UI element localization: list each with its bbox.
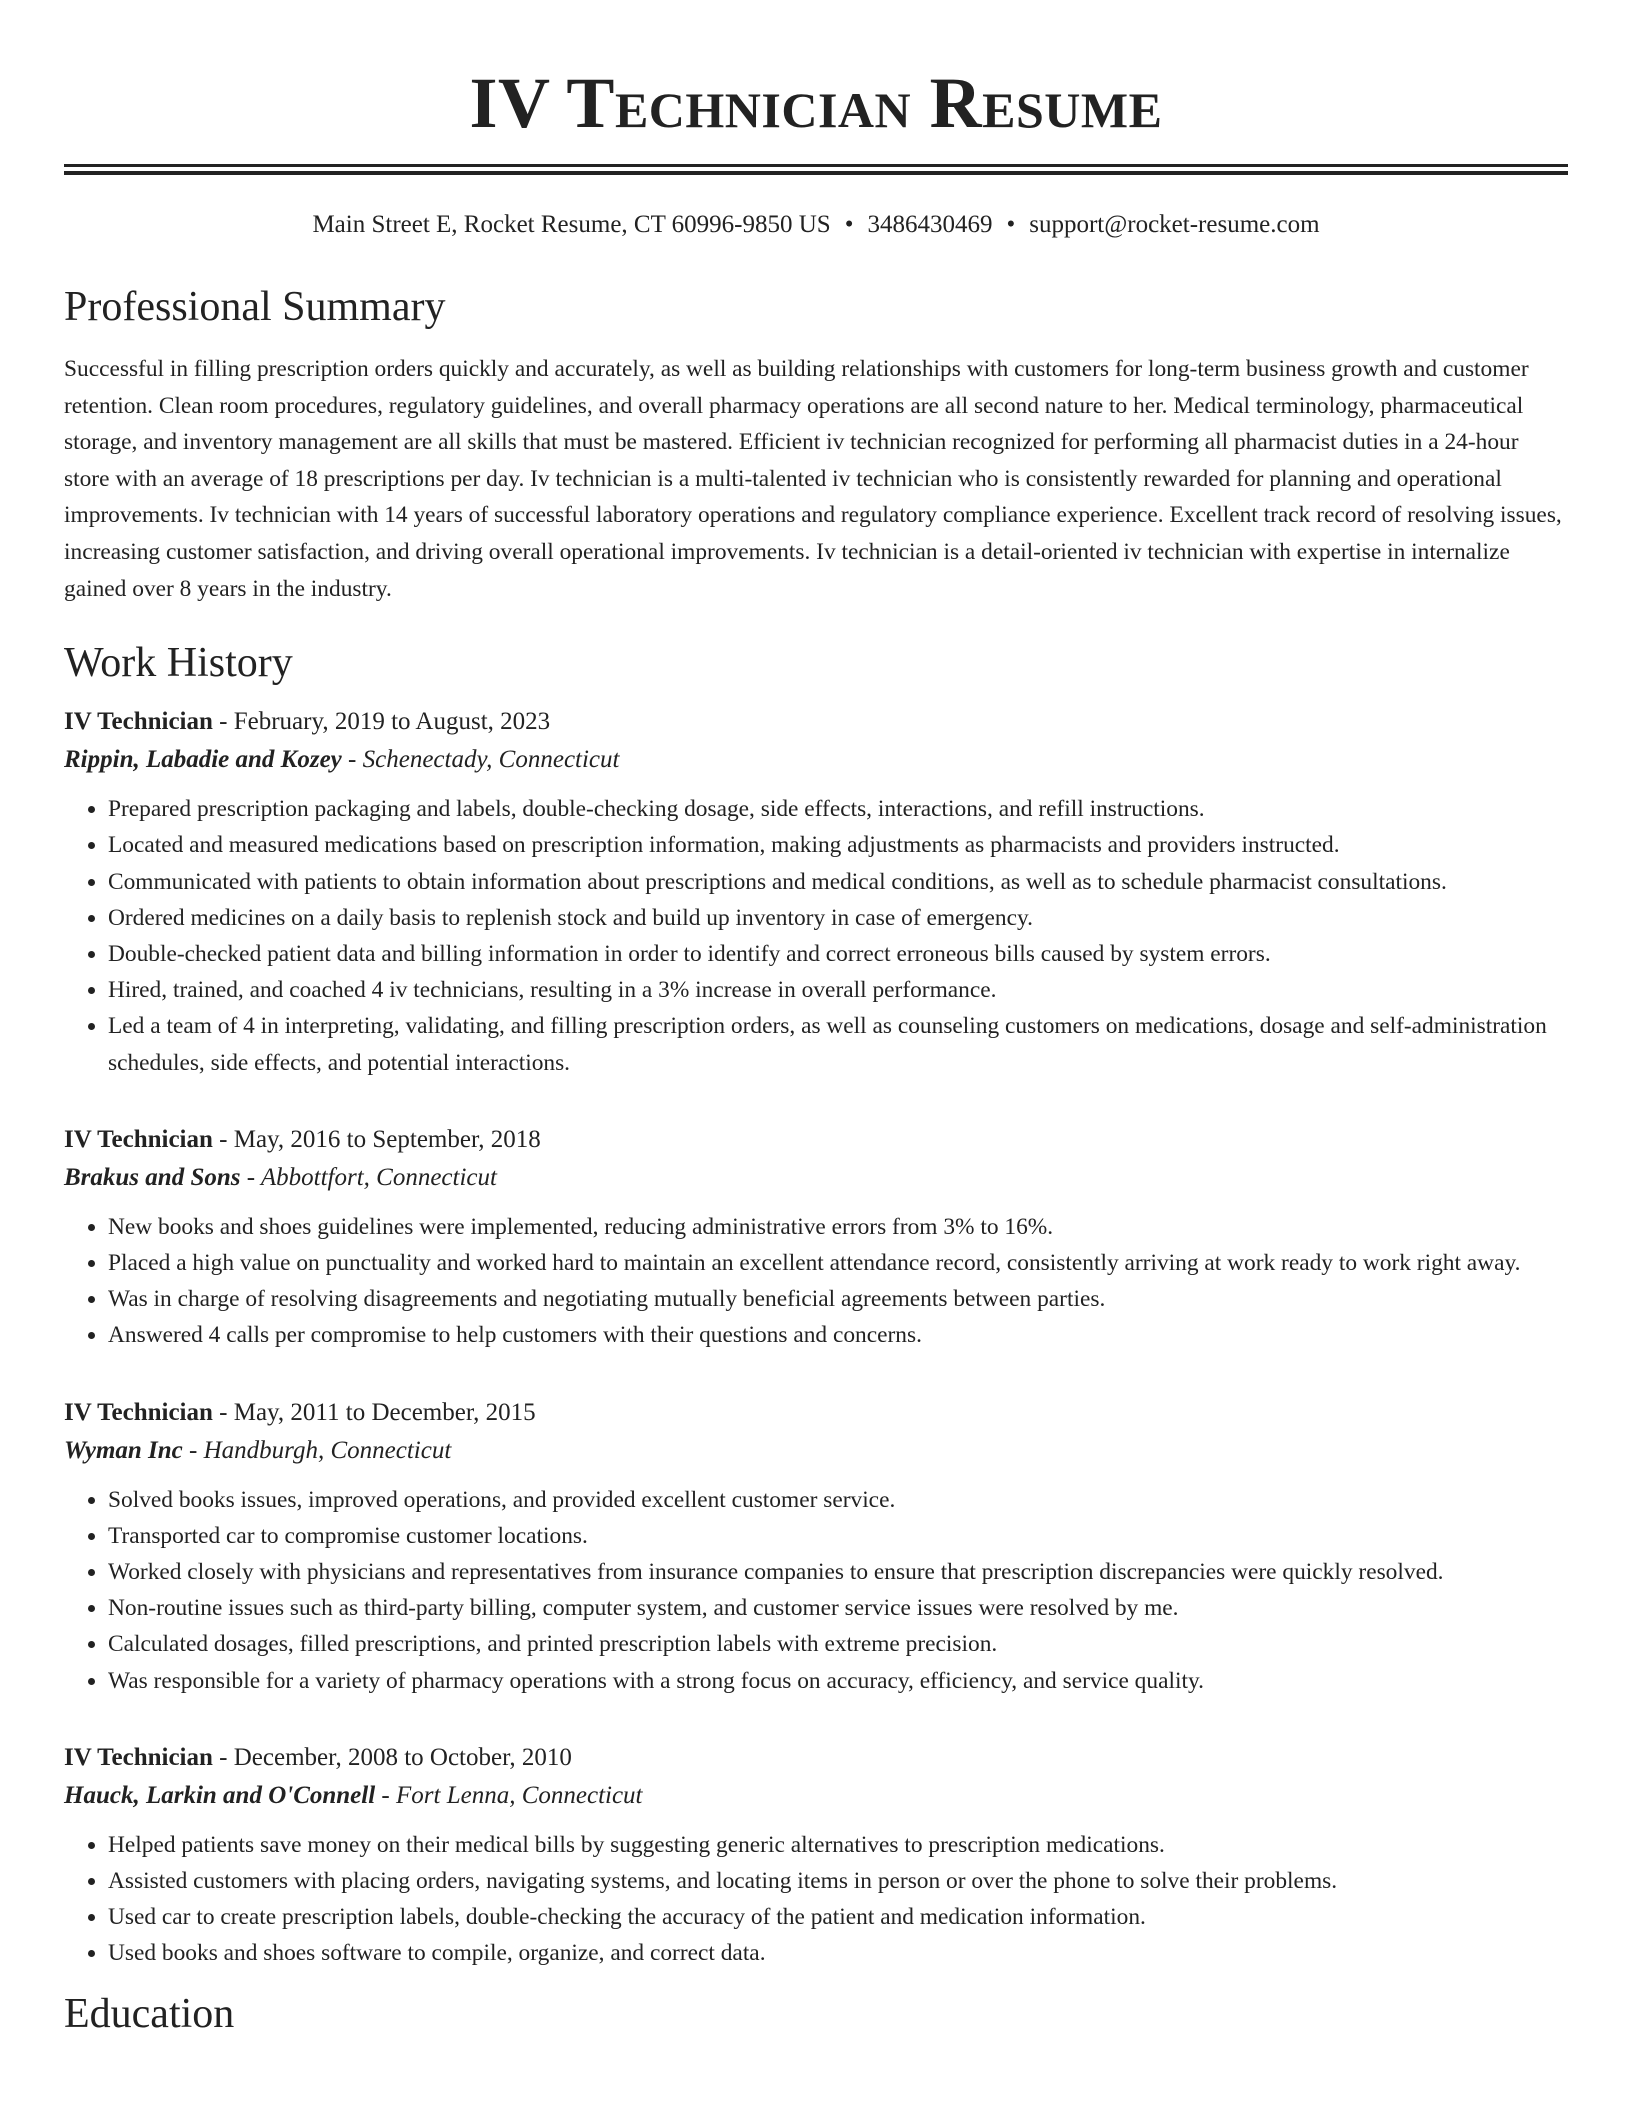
job-header: IV Technician - February, 2019 to August, 2023 [64, 708, 551, 736]
contact-line [64, 209, 1568, 241]
job-role: IV Technician [64, 1398, 213, 1426]
job-spacer [64, 1354, 1568, 1394]
job-duty-item: • Worked closely with physicians and representatives from insurance companies to ensure that prescription discrepancies were quickly resolved. [108, 1554, 1568, 1590]
resume-page [64, 0, 1568, 2040]
job-location: Abbottfort, Connecticut [260, 1163, 497, 1191]
job-employer-line: Hauck, Larkin and O'Connell - Fort Lenna, Connecticut [64, 1781, 643, 1809]
job-duty-item: • Prepared prescription packaging and labels, double-checking dosage, side effects, interactions, and refill instructions. [108, 791, 1568, 827]
job-spacer [64, 1972, 1568, 1980]
job-duty-item: • Led a team of 4 in interpreting, validating, and filling prescription orders, as well as counseling customers on medications, dosage and self-administration schedules, side effects, and potential interactions. [108, 1008, 1568, 1080]
job-duty-item: • Assisted customers with placing orders, navigating systems, and locating items in person or over the phone to solve their problems. [108, 1863, 1568, 1899]
job-dates: December, 2008 to October, 2010 [233, 1743, 572, 1771]
job-duty-item: • New books and shoes guidelines were implemented, reducing administrative errors from 3% to 16%. [108, 1209, 1568, 1245]
job-employer-line: Brakus and Sons - Abbottfort, Connecticut [64, 1163, 497, 1191]
work-history-heading: Work History [64, 640, 293, 687]
job-employer-line: Rippin, Labadie and Kozey - Schenectady, Connecticut [64, 746, 620, 774]
job-role: IV Technician [64, 1743, 213, 1771]
job-dates: February, 2019 to August, 2023 [233, 708, 551, 736]
job-duty-item: • Used books and shoes software to compile, organize, and correct data. [108, 1935, 1568, 1971]
job-entry [64, 1739, 1568, 1972]
job-duty-item: • Located and measured medications based on prescription information, making adjustments as pharmacists and providers instructed. [108, 827, 1568, 863]
job-duty-item: • Hired, trained, and coached 4 iv technicians, resulting in a 3% increase in overall performance. [108, 972, 1568, 1008]
education-heading: Education [64, 1990, 235, 2037]
contact-address: Main Street E, Rocket Resume, CT 60996-9850 US [312, 211, 831, 238]
job-duty-item: • Helped patients save money on their medical bills by suggesting generic alternatives to prescription medications. [108, 1827, 1568, 1863]
job-spacer [64, 1699, 1568, 1739]
contact-phone: 3486430469 [867, 211, 993, 238]
job-employer: Brakus and Sons [64, 1163, 241, 1191]
contact-email: support@rocket-resume.com [1029, 211, 1320, 238]
job-duties-list [64, 1482, 1568, 1699]
title-double-rule [64, 164, 1568, 175]
job-duty-item: • Used car to create prescription labels, double-checking the accuracy of the patient and medication information. [108, 1899, 1568, 1935]
job-duty-item: • Ordered medicines on a daily basis to replenish stock and build up inventory in case of emergency. [108, 900, 1568, 936]
job-location: Fort Lenna, Connecticut [396, 1781, 643, 1809]
job-employer: Rippin, Labadie and Kozey [64, 746, 342, 774]
job-duty-item: • Calculated dosages, filled prescriptions, and printed prescription labels with extreme precision. [108, 1626, 1568, 1662]
job-employer-line: Wyman Inc - Handburgh, Connecticut [64, 1436, 452, 1464]
job-duty-item: • Solved books issues, improved operations, and provided excellent customer service. [108, 1482, 1568, 1518]
summary-heading: Professional Summary [64, 284, 446, 330]
job-entry [64, 1121, 1568, 1354]
job-role: IV Technician [64, 1125, 213, 1153]
job-duties-list [64, 1827, 1568, 1972]
resume-title: IV Technician Resume [469, 63, 1163, 143]
job-duty-item: • Was responsible for a variety of pharmacy operations with a strong focus on accuracy, efficiency, and service quality. [108, 1663, 1568, 1699]
job-duty-item: • Transported car to compromise customer locations. [108, 1518, 1568, 1554]
job-duties-list [64, 791, 1568, 1081]
job-duty-item: • Double-checked patient data and billing information in order to identify and correct erroneous bills caused by system errors. [108, 936, 1568, 972]
job-header: IV Technician - May, 2011 to December, 2015 [64, 1398, 536, 1426]
job-location: Schenectady, Connecticut [362, 746, 620, 774]
job-dates: May, 2016 to September, 2018 [233, 1125, 541, 1153]
job-duty-item: • Placed a high value on punctuality and worked hard to maintain an excellent attendance record, consistently arriving at work ready to work right away. [108, 1245, 1568, 1281]
job-entry [64, 1394, 1568, 1699]
work-history-list [64, 703, 1568, 1979]
job-role: IV Technician [64, 708, 213, 736]
summary-text: Successful in filling prescription orders quickly and accurately, as well as building relationships with customers for long-term business growth and customer retention. Clean room procedures, regulatory guidelines, and overall pharmacy operations are all second nature to her. Medical terminology, pharmaceutical storage, and inventory management are all skills that must be mastered. Efficient iv technician recognized for performing all pharmacist duties in a 24-hour store with an average of 18 prescriptions per day. Iv technician is a multi-talented iv technician who is consistently rewarded for planning and operational improvements. Iv technician with 14 years of successful laboratory operations and regulatory compliance experience. Excellent track record of resolving issues, increasing customer satisfaction, and driving overall operational improvements. Iv technician is a detail-oriented iv technician with expertise in internalize gained over 8 years in the industry. [64, 356, 1562, 602]
job-header: IV Technician - December, 2008 to October, 2010 [64, 1743, 572, 1771]
contact-separator: • [844, 211, 854, 238]
job-duty-item: • Answered 4 calls per compromise to help customers with their questions and concerns. [108, 1317, 1568, 1353]
job-duty-item: • Non-routine issues such as third-party billing, computer system, and customer service issues were resolved by me. [108, 1590, 1568, 1626]
contact-separator: • [1006, 211, 1016, 238]
job-entry [64, 703, 1568, 1081]
job-employer: Hauck, Larkin and O'Connell [64, 1781, 376, 1809]
job-header: IV Technician - May, 2016 to September, 2018 [64, 1125, 541, 1153]
job-spacer [64, 1081, 1568, 1121]
job-duties-list [64, 1209, 1568, 1354]
job-dates: May, 2011 to December, 2015 [233, 1398, 536, 1426]
job-duty-item: • Communicated with patients to obtain information about prescriptions and medical conditions, as well as to schedule pharmacist consultations. [108, 864, 1568, 900]
job-location: Handburgh, Connecticut [203, 1436, 452, 1464]
job-employer: Wyman Inc [64, 1436, 183, 1464]
job-duty-item: • Was in charge of resolving disagreements and negotiating mutually beneficial agreements between parties. [108, 1281, 1568, 1317]
